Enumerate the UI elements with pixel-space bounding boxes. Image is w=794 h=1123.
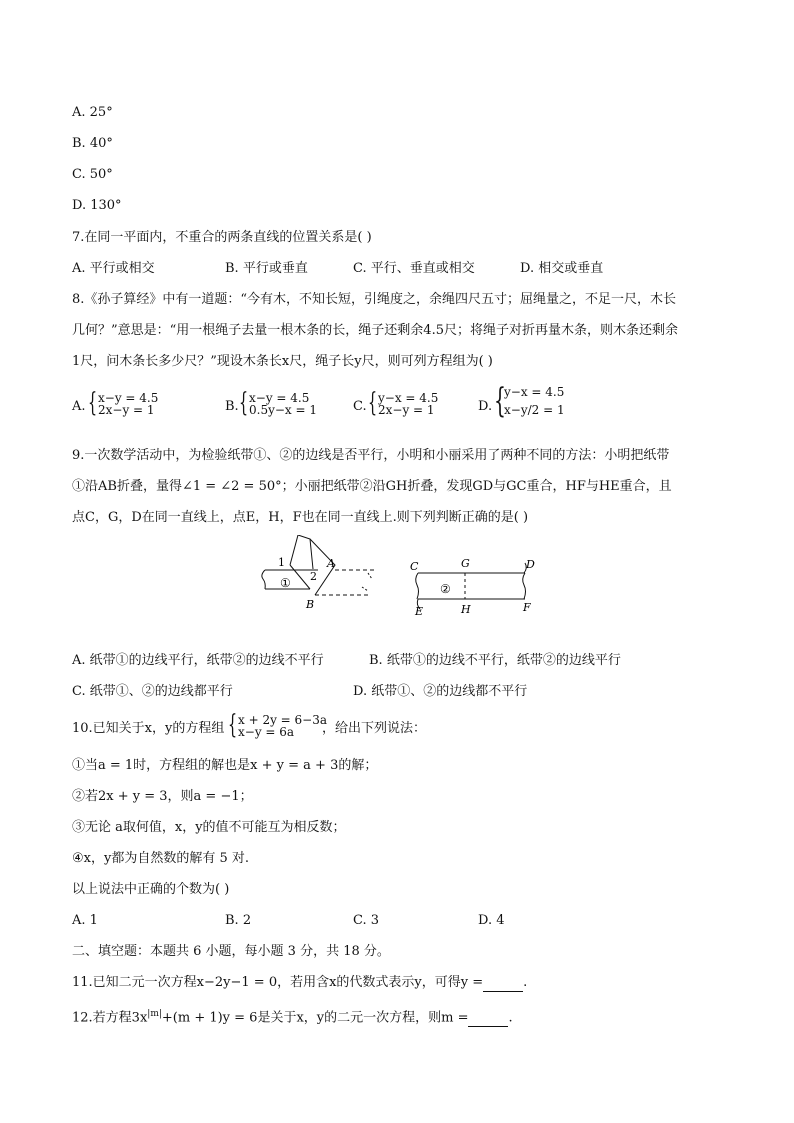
q10-option-d: D. 4 xyxy=(478,913,505,928)
q7-option-b: B. 平行或垂直 xyxy=(225,261,308,276)
q8-b-row1: x−y = 4.5 xyxy=(249,391,310,405)
label-h: H xyxy=(461,603,471,616)
q8-option-b-system: { x−y = 4.5 0.5y−x = 1 xyxy=(239,388,318,418)
q12-answer-blank[interactable] xyxy=(468,1014,508,1027)
q8-c-row2: 2x−y = 1 xyxy=(378,403,435,417)
q9-option-b: B. 纸带①的边线不平行，纸带②的边线平行 xyxy=(369,653,621,668)
q7-option-c: C. 平行、垂直或相交 xyxy=(353,261,475,276)
q12-text-post: +(m + 1)y = 6是关于x，y的二元一次方程，则m = xyxy=(161,1010,469,1026)
q10-question: 以上说法中正确的个数为( ) xyxy=(72,882,230,897)
q6-option-b: B. 40° xyxy=(72,136,113,151)
q6-option-c: C. 50° xyxy=(72,167,113,182)
q10-item-3: ③无论 a取何值，x，y的值不可能互为相反数； xyxy=(72,820,346,835)
q10-option-b: B. 2 xyxy=(225,913,252,928)
label-strip-one: ① xyxy=(280,576,291,590)
q9-option-d: D. 纸带①、②的边线都不平行 xyxy=(353,684,528,699)
label-d: D xyxy=(526,558,535,571)
q10-system: { x + 2y = 6−3a x−y = 6a xyxy=(228,710,328,740)
label-f: F xyxy=(523,601,531,614)
q10-item-4: ④x，y都为自然数的解有 5 对. xyxy=(72,851,249,866)
q8-option-d-label: D. xyxy=(478,399,493,414)
q7-option-a: A. 平行或相交 xyxy=(72,261,155,276)
label-g: G xyxy=(461,557,470,570)
q6-option-d: D. 130° xyxy=(72,198,122,213)
q11-text: 11.已知二元一次方程x−2y−1 = 0，若用含x的代数式表示y，可得y = xyxy=(72,975,484,990)
label-e: E xyxy=(415,605,424,618)
q8-a-row2: 2x−y = 1 xyxy=(98,403,155,417)
section-heading-fill-in: 二、填空题：本题共 6 小题，每小题 3 分，共 18 分。 xyxy=(72,944,390,959)
q8-d-row2: x−y/2 = 1 xyxy=(504,403,565,417)
q8-d-row1: y−x = 4.5 xyxy=(504,385,565,399)
q12-exponent: |m| xyxy=(147,1009,162,1019)
q8-stem-line1: 8.《孙子算经》中有一道题：“今有木，不知长短，引绳度之，余绳四尺五寸；屈绳量之，不足一尺，木长 xyxy=(72,292,677,307)
q10-option-c: C. 3 xyxy=(353,913,380,928)
q8-option-a-label: A. xyxy=(72,399,86,414)
q11-stem: 11.已知二元一次方程x−2y−1 = 0，若用含x的代数式表示y，可得y = . xyxy=(72,975,528,990)
label-one: 1 xyxy=(278,556,285,569)
q8-option-b-label: B. xyxy=(225,399,239,414)
q8-stem-line3: 1尺，问木条长多少尺？”现设木条长x尺，绳子长y尺，则可列方程组为( ) xyxy=(72,354,493,369)
q8-option-d-system: { y−x = 4.5 x−y/2 = 1 xyxy=(494,381,565,421)
q8-b-row2: 0.5y−x = 1 xyxy=(249,403,318,417)
q10-stem-post: ，给出下列说法： xyxy=(322,721,427,736)
q10-system-row2: x−y = 6a xyxy=(238,725,295,739)
q9-stem-line2: ①沿AB折叠，量得∠1 = ∠2 = 50°；小丽把纸带②沿GH折叠，发现GD与GC重合，HF与HE重合，且 xyxy=(72,479,672,494)
q8-option-c-system: { y−x = 4.5 2x−y = 1 xyxy=(368,388,439,418)
strip-two-figure xyxy=(416,563,527,609)
q12-stem: 12.若方程$3x^{|m|}+(m + 1)y = 6$是关于x，y的二元一次方程，则m = . xyxy=(72,1009,513,1026)
q9-figure xyxy=(250,535,550,620)
q10-system-row1: x + 2y = 6−3a xyxy=(238,713,328,727)
q7-option-d: D. 相交或垂直 xyxy=(520,261,604,276)
q9-option-a: A. 纸带①的边线平行，纸带②的边线不平行 xyxy=(72,653,324,668)
q7-stem: 7.在同一平面内，不重合的两条直线的位置关系是( ) xyxy=(72,230,372,245)
q8-option-a-system: { x−y = 4.5 2x−y = 1 xyxy=(88,388,159,418)
q8-stem-line2: 几何？”意思是：“用一根绳子去量一根木条的长，绳子还剩余4.5尺；将绳子对折再量木条，则木条还剩余 xyxy=(72,323,678,338)
q8-a-row1: x−y = 4.5 xyxy=(98,391,159,405)
q10-option-a: A. 1 xyxy=(72,913,98,928)
q10-stem-pre: 10.已知关于x，y的方程组 xyxy=(72,721,225,736)
q9-stem-line1: 9.一次数学活动中，为检验纸带①、②的边线是否平行，小明和小丽采用了两种不同的方法：小明把纸带 xyxy=(72,448,670,463)
label-two: 2 xyxy=(310,570,317,583)
q6-option-a: A. 25° xyxy=(72,105,113,120)
label-c: C xyxy=(410,560,419,573)
label-b: B xyxy=(306,598,315,611)
q10-item-1: ①当a = 1时，方程组的解也是x + y = a + 3的解； xyxy=(72,758,378,773)
q9-stem-line3: 点C，G，D在同一直线上，点E，H，F也在同一直线上.则下列判断正确的是( ) xyxy=(72,510,529,525)
q10-item-2: ②若2x + y = 3，则a = −1； xyxy=(72,789,253,804)
q12-text-pre: 12.若方程3x xyxy=(72,1010,148,1026)
label-strip-two: ② xyxy=(440,582,451,596)
label-a: A xyxy=(327,557,335,570)
q11-answer-blank[interactable] xyxy=(483,979,523,992)
q8-c-row1: y−x = 4.5 xyxy=(378,391,439,405)
q9-option-c: C. 纸带①、②的边线都平行 xyxy=(72,684,233,699)
q8-option-c-label: C. xyxy=(353,399,367,414)
